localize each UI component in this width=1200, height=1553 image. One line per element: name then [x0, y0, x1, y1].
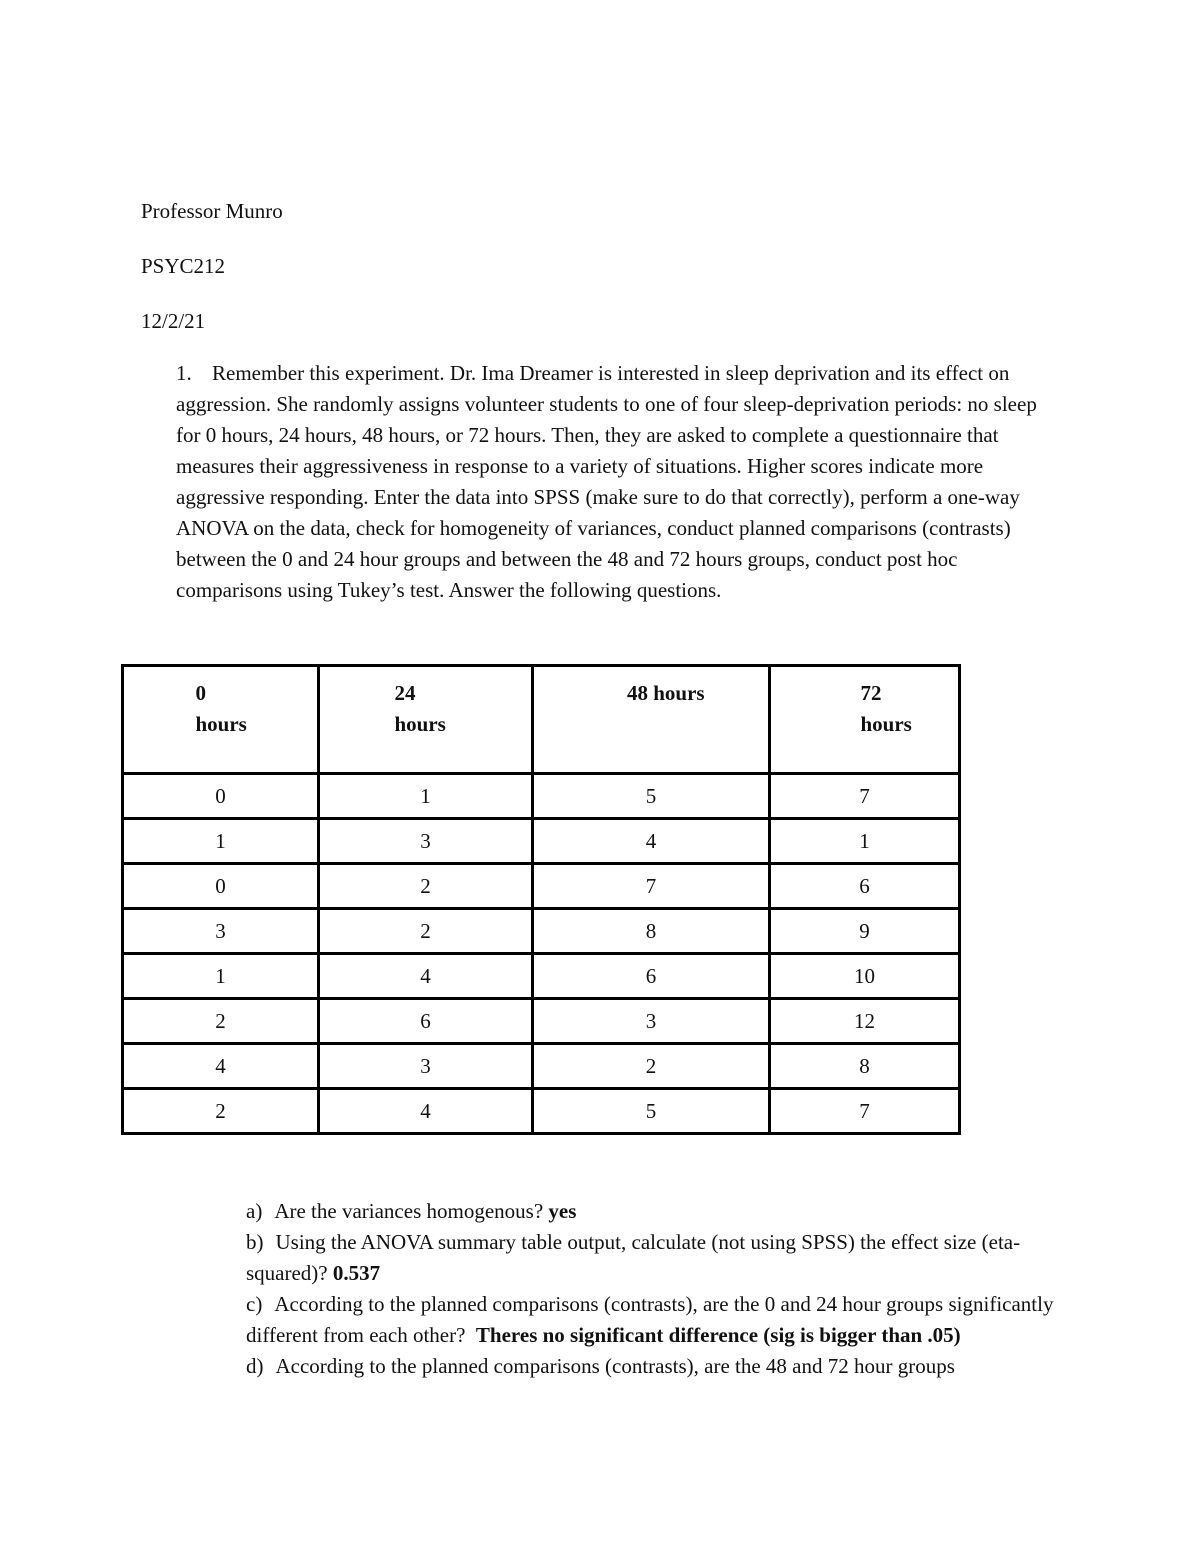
table-row: [123, 909, 960, 954]
table-cell: 1: [123, 819, 319, 864]
item-question: Are the variances homogenous?: [274, 1199, 544, 1223]
table-cell: 9: [770, 909, 960, 954]
professor-name: Professor Munro: [141, 199, 283, 223]
item-question: According to the planned comparisons (contrasts), are the 0 and 24 hour groups significantly different from each other?: [246, 1292, 1054, 1347]
table-cell: 7: [770, 774, 960, 819]
item-answer: 0.537: [332, 1261, 381, 1285]
course-code: PSYC212: [141, 254, 226, 278]
answer-item-c: [246, 1289, 1066, 1351]
table-cell: 12: [770, 999, 960, 1044]
table-cell: 5: [533, 774, 770, 819]
table-cell: 2: [319, 864, 533, 909]
table-cell: 8: [533, 909, 770, 954]
table-row: [123, 954, 960, 999]
question-number: 1.: [176, 361, 192, 385]
header-cell: [533, 666, 770, 774]
header-72-hours: 72 hours: [860, 681, 912, 736]
table-cell: 2: [533, 1044, 770, 1089]
table-cell: 2: [319, 909, 533, 954]
item-label: c): [246, 1292, 263, 1316]
item-label: b): [246, 1230, 264, 1254]
answer-item-d: [246, 1351, 1066, 1382]
answer-item-a: [246, 1196, 1066, 1227]
table-row: [123, 1089, 960, 1134]
header-48-hours: 48 hours: [627, 681, 705, 705]
table-cell: 0: [123, 774, 319, 819]
table-cell: 4: [123, 1044, 319, 1089]
table-cell: 3: [319, 819, 533, 864]
table-row: [123, 1044, 960, 1089]
item-answer: Theres no significant difference (sig is bigger than .05): [475, 1323, 961, 1347]
table-cell: 3: [123, 909, 319, 954]
table-cell: 2: [123, 999, 319, 1044]
table-cell: 4: [533, 819, 770, 864]
table-cell: 1: [123, 954, 319, 999]
table-row: [123, 999, 960, 1044]
item-answer: yes: [548, 1199, 577, 1223]
table-cell: 5: [533, 1089, 770, 1134]
document-date: 12/2/21: [141, 309, 206, 333]
table-row: [123, 819, 960, 864]
item-question: According to the planned comparisons (contrasts), are the 48 and 72 hour groups: [275, 1354, 955, 1378]
item-label: a): [246, 1199, 263, 1223]
item-label: d): [246, 1354, 264, 1378]
table-cell: 1: [770, 819, 960, 864]
table-cell: 6: [533, 954, 770, 999]
table-cell: 4: [319, 954, 533, 999]
header-cell: [770, 666, 960, 774]
question-text: Remember this experiment. Dr. Ima Dreamer is interested in sleep deprivation and its effect on aggression. She randomly assigns volunteer students to one of four sleep-deprivation periods: no sleep for 0 hours, 24 hours, 48 hours, or 72 hours. Then, they are asked to complete a questionnaire that measures their aggressiveness in response to a variety of situations. Higher scores indicate more aggressive responding. Enter the data into SPSS (make sure to do that correctly), perform a one-way ANOVA on the data, check for homogeneity of variances, conduct planned comparisons (contrasts) between the 0 and 24 hour groups and between the 48 and 72 hours groups, conduct post hoc comparisons using Tukey’s test. Answer the following questions.: [176, 361, 1037, 602]
table-row: [123, 864, 960, 909]
answer-item-b: [246, 1227, 1066, 1289]
header-0-hours: 0 hours: [195, 681, 247, 736]
table-cell: 3: [533, 999, 770, 1044]
question-1: [176, 358, 1056, 606]
table-cell: 6: [770, 864, 960, 909]
table-cell: 6: [319, 999, 533, 1044]
table-cell: 7: [770, 1089, 960, 1134]
table-cell: 10: [770, 954, 960, 999]
header-cell: [123, 666, 319, 774]
table-cell: 1: [319, 774, 533, 819]
header-24-hours: 24 hours: [394, 681, 446, 736]
data-table: [121, 664, 961, 1135]
table-cell: 3: [319, 1044, 533, 1089]
answer-list: [246, 1196, 1066, 1382]
table-cell: 0: [123, 864, 319, 909]
table-cell: 8: [770, 1044, 960, 1089]
header-cell: [319, 666, 533, 774]
table-cell: 4: [319, 1089, 533, 1134]
item-question: Using the ANOVA summary table output, calculate (not using SPSS) the effect size (eta-squared)?: [246, 1230, 1021, 1285]
table-cell: 2: [123, 1089, 319, 1134]
table-row: [123, 774, 960, 819]
table-cell: 7: [533, 864, 770, 909]
table-header-row: [123, 666, 960, 774]
